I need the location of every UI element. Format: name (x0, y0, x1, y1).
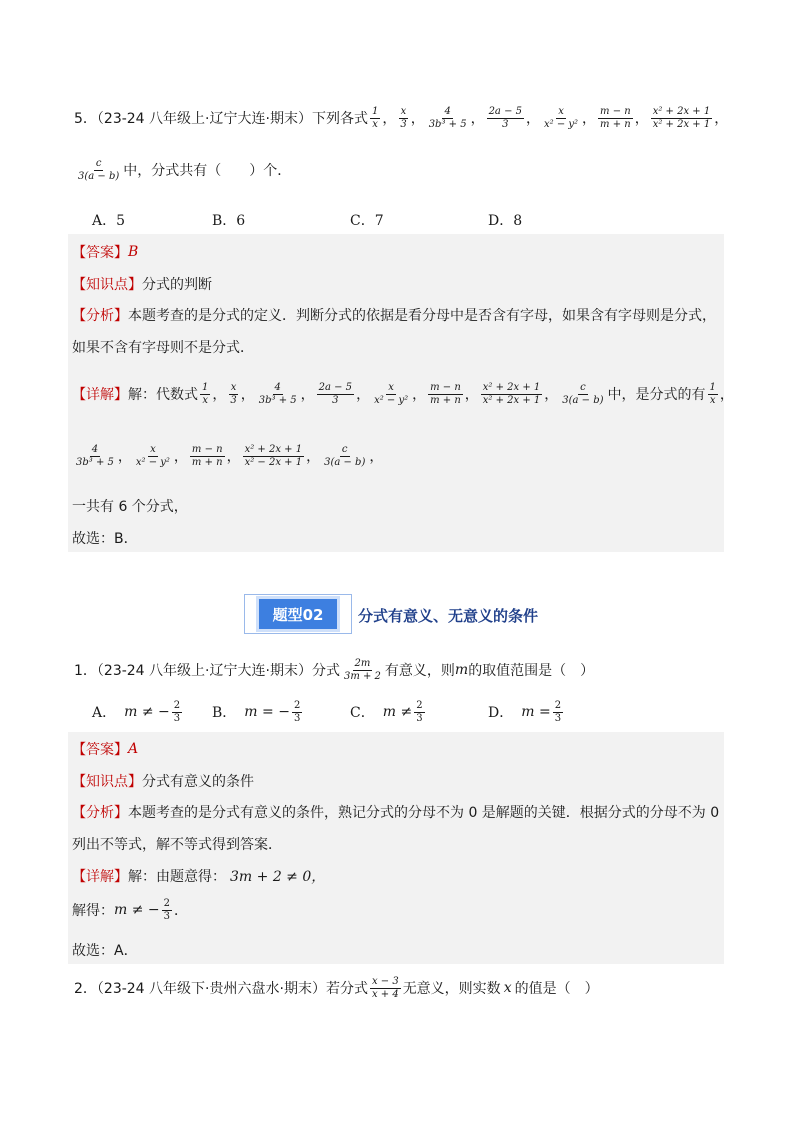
q1-knowledge-line (72, 771, 254, 791)
knowledge-value: 分式的判断 (142, 277, 212, 293)
q2-stem-mid: 无意义，则实数 (402, 981, 501, 997)
q5-analysis-line1 (72, 305, 716, 325)
q1-analysis-line2 (72, 834, 282, 854)
fraction-expression: $\frac{x}{\text{x² − y²}}$ (544, 105, 579, 130)
q2-stem-suffix: 的值是（ ） (514, 981, 599, 997)
q5-total-line (72, 496, 188, 516)
q5-knowledge-line (72, 274, 212, 294)
q1-variable: m (454, 662, 469, 678)
q1-option-a[interactable]: A． m ≠ − $\frac{2}{3}$ (92, 699, 181, 724)
detail-text-1: 解：由题意得： (128, 869, 226, 885)
comma-separator: ， (714, 111, 729, 127)
q5-answer-line (72, 242, 138, 262)
fraction-expression: $\frac{x}{3}$ (400, 105, 407, 130)
comma-separator: ， (634, 111, 649, 127)
analysis-text-1: 本题考查的是分式有意义的条件，熟记分式的分母不为 0 是解题的关键．根据分式的分母不为 0 (128, 805, 720, 821)
detail-expression-list (198, 382, 608, 407)
comma-separator: ， (117, 449, 132, 465)
q5-analysis-line2 (72, 337, 254, 357)
detail-tag: 【详解】 (72, 869, 128, 885)
fraction-expression: $\frac{m - n}{m + n}$ (430, 381, 461, 406)
fraction-expression: $\frac{2a - 5}{3}$ (318, 381, 353, 406)
q2-fraction: $\frac{x - 3}{x + 4}$ (371, 975, 399, 1000)
fraction-expression: $\frac{m - n}{m + n}$ (600, 105, 631, 130)
fraction-expression: $\frac{4}{\text{3b³ + 5}}$ (258, 381, 297, 406)
answer-value: A (128, 741, 139, 757)
detail-expr-1: 3m + 2 ≠ 0， (230, 869, 326, 885)
q5-stem-line1 (74, 100, 728, 136)
q1-answer-line (72, 739, 138, 759)
fraction-expression: $\frac{1}{x}$ (202, 381, 209, 406)
q5-fraction-last: $\frac{c}{3(a - b)}$ (78, 157, 120, 182)
knowledge-tag: 【知识点】 (72, 277, 142, 293)
comma-separator: ， (212, 387, 227, 403)
comma-separator: ， (369, 449, 384, 465)
q5-stem-line2 (74, 152, 291, 188)
comma-separator: ， (226, 449, 241, 465)
answer-value: B (128, 244, 139, 260)
comma-separator: ， (306, 449, 321, 465)
comma-separator: ， (470, 111, 485, 127)
q1-detail-line1 (72, 866, 325, 886)
q1-analysis-line1 (72, 802, 719, 822)
answer-tag: 【答案】 (72, 742, 128, 758)
q1-option-c[interactable]: C． m ≠ $\frac{2}{3}$ (350, 699, 423, 724)
q1-detail-line2: 解得： m ≠ − $\frac{2}{3}$ ． (72, 897, 189, 922)
comma-separator: ， (240, 387, 255, 403)
comma-separator: ， (356, 387, 371, 403)
fraction-expression: $\frac{x}{\text{x² − y²}}$ (135, 443, 170, 468)
q5-option-d[interactable]: D．8 (488, 213, 523, 229)
comma-separator: ， (410, 111, 425, 127)
comma-separator: ， (544, 387, 559, 403)
analysis-tag: 【分析】 (72, 308, 128, 324)
fraction-expression: $\frac{4}{\text{3b³ + 5}}$ (428, 105, 467, 130)
q5-detail-line1: 【详解】 解：代数式 $\frac{1}{x}$ ， $\frac{x}{3}$ ， $\frac{4}{\text{3b³ + 5}}$ ， $\frac{2a - 5}{3}$ ， $\frac{x}{\text{x² − y²}}$ ， $\frac{m - n}{m + n}$ ， $\frac{\text{x² + 2x + 1}}{\text{x² + 2x + 1}}$ ， $\frac{c}{3(a - b)}$ 中，是分式的有 $\frac{1}{x}$ ， (72, 381, 734, 406)
analysis-text-2: 列出不等式，解不等式得到答案． (72, 837, 282, 853)
q1-fraction: $\frac{2m}{3m + 2}$ (343, 657, 381, 682)
q5-stem-prefix: 5．（23-24 八年级上·辽宁大连·期末）下列各式 (74, 111, 368, 127)
q2-stem-prefix: 2．（23-24 八年级下·贵州六盘水·期末）若分式 (74, 981, 368, 997)
detail-choose: 故选：A． (72, 943, 138, 959)
fraction-expression: $\frac{c}{3(a - b)}$ (562, 381, 604, 406)
q5-option-c[interactable]: C．7 (350, 213, 384, 229)
detail-first-fraction: $\frac{1}{x}$ (709, 381, 716, 406)
q1-stem-prefix: 1．（23-24 八年级上·辽宁大连·期末）分式 (74, 663, 340, 679)
q2-variable: x (503, 980, 512, 996)
detail-fraction-2: $\frac{2}{3}$ (163, 897, 171, 922)
analysis-text-2: 如果不含有字母则不是分式． (72, 340, 254, 356)
q5-stem-suffix: 中，分式共有（ ）个． (123, 163, 292, 179)
q5-option-b[interactable]: B．6 (212, 213, 246, 229)
knowledge-tag: 【知识点】 (72, 774, 142, 790)
comma-separator: ， (382, 111, 397, 127)
analysis-text-1: 本题考查的是分式的定义．判断分式的依据是看分母中是否含有字母，如果含有字母则是分式， (128, 308, 716, 324)
detail-expr-2: m ≠ − (114, 902, 160, 918)
q1-stem-suffix: 的取值范围是（ ） (468, 663, 595, 679)
q1-choose-line (72, 940, 138, 960)
section-title: 分式有意义、无意义的条件 (358, 607, 539, 625)
answer-tag: 【答案】 (72, 245, 128, 261)
q5-expression-list (368, 106, 728, 131)
detail-total: 一共有 6 个分式， (72, 499, 188, 515)
comma-separator: ， (464, 387, 479, 403)
comma-separator: ， (300, 387, 315, 403)
q5-option-a[interactable]: A．5 (92, 213, 126, 229)
q1-stem (74, 652, 594, 688)
q2-stem (74, 970, 599, 1006)
detail-fraction-list (72, 444, 383, 469)
fraction-expression: $\frac{1}{x}$ (371, 105, 379, 130)
q1-stem-mid: 有意义，则 (384, 663, 455, 679)
fraction-expression: $\frac{x}{\text{x² − y²}}$ (374, 381, 409, 406)
comma-separator: ， (526, 111, 540, 127)
fraction-expression: $\frac{x}{3}$ (230, 381, 237, 406)
detail-text-2: 解得： (72, 903, 114, 919)
analysis-tag: 【分析】 (72, 805, 128, 821)
fraction-expression: $\frac{2a - 5}{3}$ (488, 105, 522, 130)
q1-option-d[interactable]: D． m = $\frac{2}{3}$ (488, 699, 562, 724)
section-badge: 题型02 (256, 596, 340, 632)
detail-tag: 【详解】 (72, 387, 128, 403)
q5-detail-line2 (72, 436, 383, 476)
fraction-expression: $\frac{m - n}{m + n}$ (191, 443, 223, 468)
fraction-expression: $\frac{\text{x² + 2x + 1}}{\text{x² − 2x + 1}}$ (244, 443, 303, 468)
fraction-expression: $\frac{c}{3(a - b)}$ (324, 443, 366, 468)
detail-mid: 中，是分式的有 (607, 387, 706, 403)
q1-option-b[interactable]: B． m = − $\frac{2}{3}$ (212, 699, 301, 724)
fraction-expression: $\frac{\text{x² + 2x + 1}}{\text{x² + 2x + 1}}$ (482, 381, 541, 406)
comma-separator: ， (412, 387, 427, 403)
comma-separator: ， (582, 111, 597, 127)
knowledge-value: 分式有意义的条件 (142, 774, 254, 790)
detail-choose: 故选：B． (72, 531, 138, 547)
q5-choose-line (72, 528, 138, 548)
detail-prefix: 解：代数式 (128, 387, 198, 403)
fraction-expression: $\frac{\text{x² + 2x + 1}}{\text{x² + 2x + 1}}$ (652, 105, 711, 130)
fraction-expression: $\frac{4}{\text{3b³ + 5}}$ (76, 443, 114, 468)
comma-separator: ， (173, 449, 188, 465)
